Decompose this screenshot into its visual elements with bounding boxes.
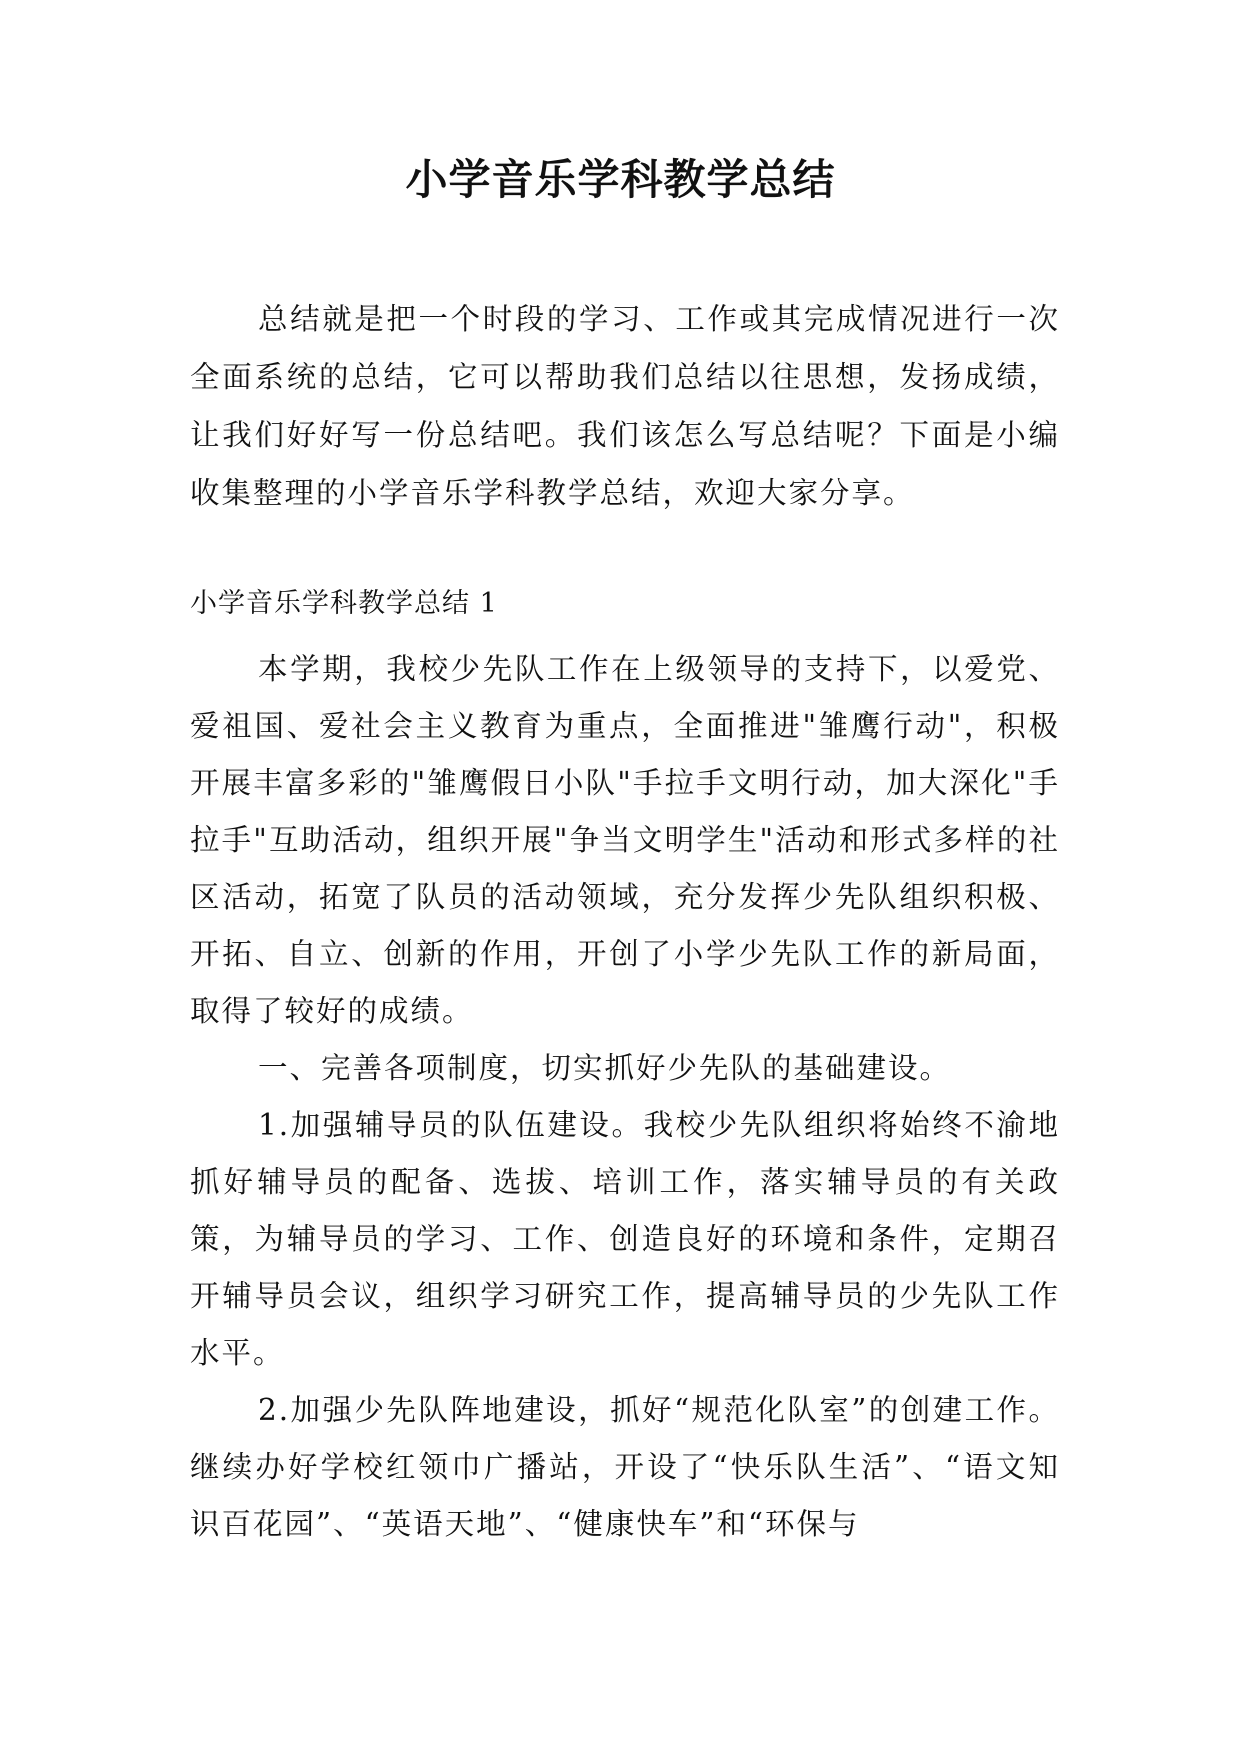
section-title: 小学音乐学科教学总结 1 <box>190 588 498 619</box>
section-heading-1: 一、完善各项制度，切实抓好少先队的基础建设。 <box>258 1051 952 1085</box>
body-paragraph-2: 1.加强辅导员的队伍建设。我校少先队组织将始终不渝地抓好辅导员的配备、选拔、培训工作，落实辅导员的有关政策，为辅导员的学习、工作、创造良好的环境和条件，定期召开辅导员会议，组织学习研究工作，提高辅导员的少先队工作水平。 <box>190 1108 1060 1370</box>
body-paragraph-3: 2.加强少先队阵地建设，抓好“规范化队室”的创建工作。继续办好学校红领巾广播站，开设了“快乐队生活”、“语文知识百花园”、“英语天地”、“健康快车”和“环保与 <box>190 1393 1060 1541</box>
document-title: 小学音乐学科教学总结 <box>405 155 836 204</box>
body-paragraph-1: 本学期，我校少先队工作在上级领导的支持下，以爱党、爱祖国、爱社会主义教育为重点，全面推进"雏鹰行动"，积极开展丰富多彩的"雏鹰假日小队"手拉手文明行动，加大深化"手拉手"互助活动，组织开展"争当文明学生"活动和形式多样的社区活动，拓宽了队员的活动领域，充分发挥少先队组织积极、开拓、自立、创新的作用，开创了小学少先队工作的新局面，取得了较好的成绩。 <box>190 652 1060 1028</box>
intro-paragraph: 总结就是把一个时段的学习、工作或其完成情况进行一次全面系统的总结，它可以帮助我们总结以往思想，发扬成绩，让我们好好写一份总结吧。我们该怎么写总结呢？下面是小编收集整理的小学音乐学科教学总结，欢迎大家分享。 <box>190 302 1060 510</box>
